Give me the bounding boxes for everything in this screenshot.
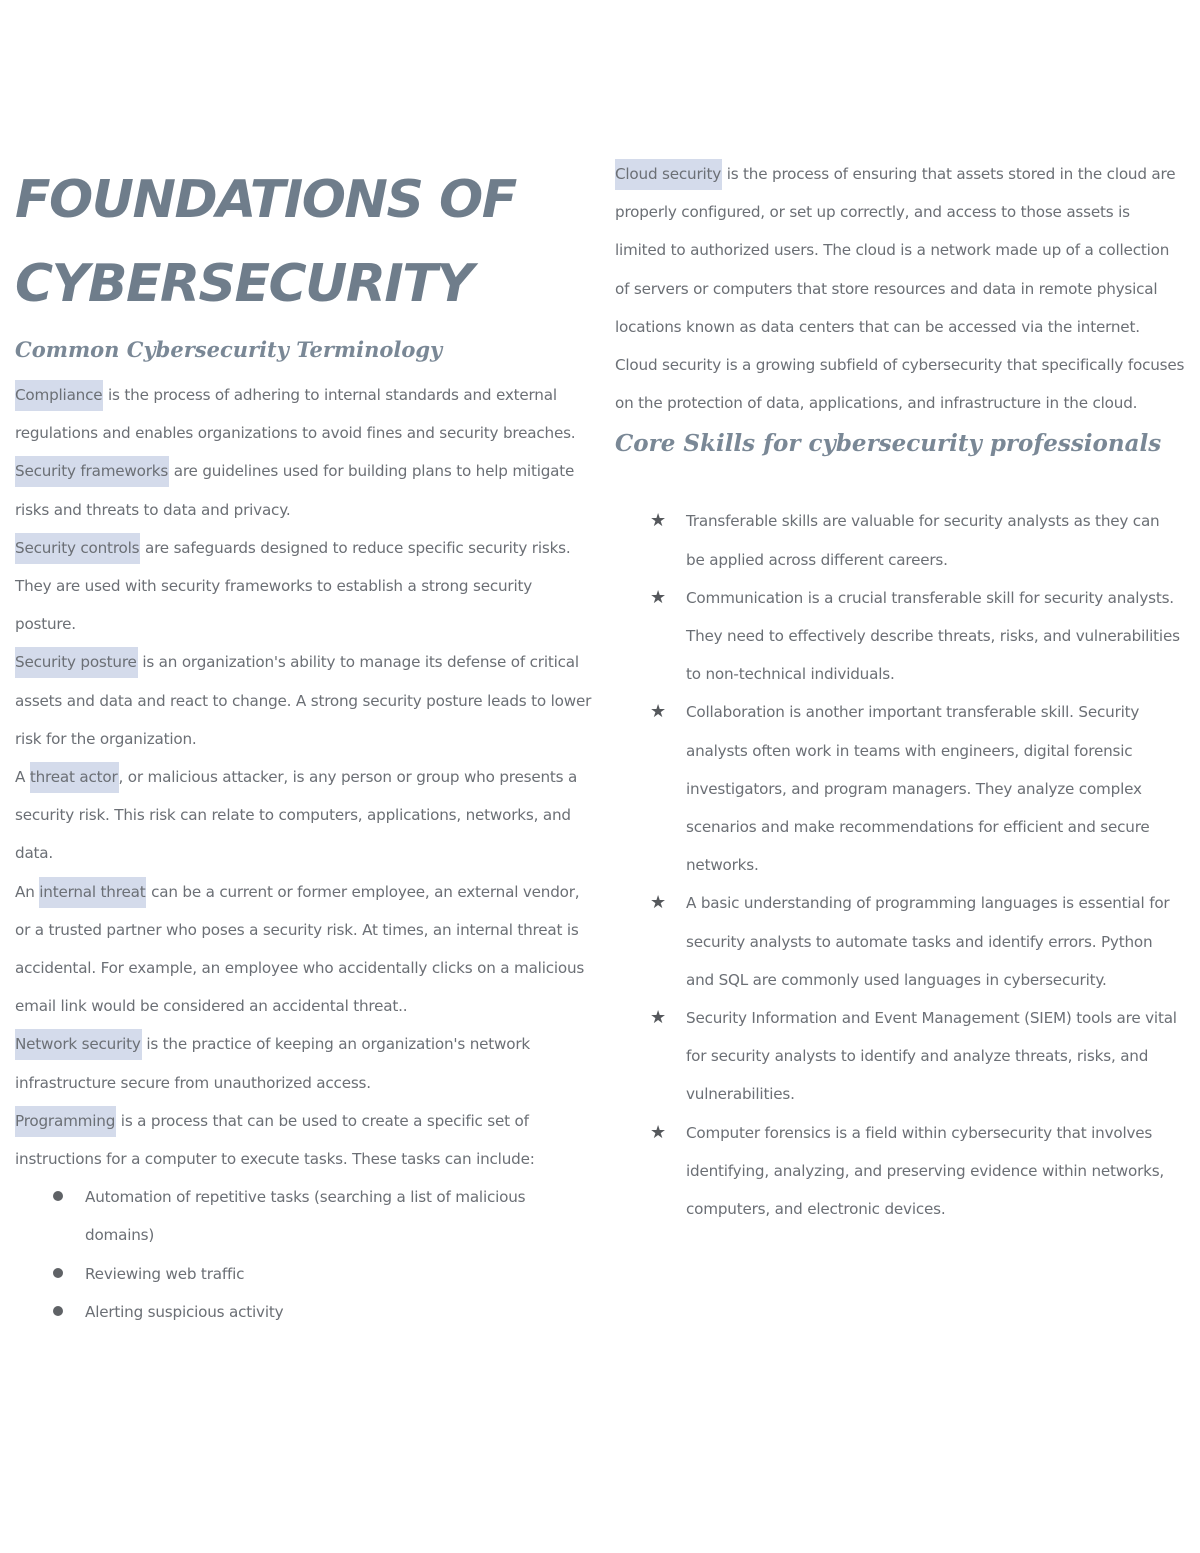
star-icon: ★ <box>650 1007 666 1029</box>
core-skills-heading: Core Skills for cybersecurity professionals <box>615 430 1162 458</box>
definition-text: is the process of adhering to internal standards and external regulations and enables organizations to avoid fines and security breaches. <box>15 386 576 443</box>
title-line-1: FOUNDATIONS OF <box>15 170 516 230</box>
definition-text: are safeguards designed to reduce specific security risks. They are used with security frameworks to establish a strong security posture. <box>15 538 571 634</box>
list-item <box>85 1293 575 1331</box>
bullet-dot-icon <box>53 1306 63 1316</box>
left-column <box>15 158 595 1331</box>
star-icon: ★ <box>650 1121 666 1143</box>
term-highlight: Network security <box>15 1029 142 1060</box>
bullet-dot-icon <box>53 1268 63 1278</box>
posture-definition <box>15 643 595 758</box>
term-highlight: Security controls <box>15 533 140 564</box>
definition-text: is the practice of keeping an organization's network infrastructure secure from unauthorized access. <box>15 1035 531 1092</box>
list-item <box>85 1178 575 1254</box>
term-highlight: internal threat <box>39 877 146 908</box>
list-item <box>650 579 1181 694</box>
list-item-text: Reviewing web traffic <box>85 1264 245 1283</box>
compliance-definition <box>15 376 595 452</box>
bullet-dot-icon <box>53 1191 63 1201</box>
term-highlight: Security posture <box>15 647 138 678</box>
list-item-text: Collaboration is another important transferable skill. Security analysts often work in teams with engineers, digital forensic investigators, and program managers. They analyze complex scenarios and make recommendations for efficient and secure networks. <box>686 703 1150 875</box>
term-highlight: Cloud security <box>615 159 722 190</box>
list-item-text: Automation of repetitive tasks (searching a list of malicious domains) <box>85 1188 526 1245</box>
list-item <box>650 884 1181 999</box>
programming-task-list <box>15 1178 595 1331</box>
right-column <box>615 155 1185 1228</box>
term-highlight: Programming <box>15 1106 116 1137</box>
list-item <box>650 693 1181 884</box>
list-item-text: Communication is a crucial transferable skill for security analysts. They need to effectively describe threats, risks, and vulnerabilities to non-technical individuals. <box>686 588 1180 684</box>
definition-text: is a process that can be used to create a specific set of instructions for a computer to execute tasks. These tasks can include: <box>15 1111 535 1169</box>
programming-definition <box>15 1102 595 1178</box>
term-highlight: Security frameworks <box>15 456 169 487</box>
list-item-text: Alerting suspicious activity <box>85 1302 284 1321</box>
term-highlight: threat actor <box>30 762 119 793</box>
frameworks-definition <box>15 452 595 528</box>
definition-prefix: An <box>15 882 40 901</box>
definition-text: can be a current or former employee, an external vendor, or a trusted partner who poses a security risk. At times, an internal threat is accidental. For example, an employee who accidentally clicks on a malicious email link would be considered an accidental threat.. <box>15 882 585 1016</box>
star-icon: ★ <box>650 586 666 608</box>
terminology-heading: Common Cybersecurity Terminology <box>15 337 443 362</box>
internal-threat-definition <box>15 873 595 1026</box>
definition-text: are guidelines used for building plans to help mitigate risks and threats to data and privacy. <box>15 462 575 519</box>
definition-prefix: A <box>15 768 30 787</box>
definition-text: , or malicious attacker, is any person or group who presents a security risk. This risk can relate to computers, applications, networks, and data. <box>15 768 578 863</box>
list-item <box>85 1255 575 1293</box>
list-item-text: Transferable skills are valuable for security analysts as they can be applied across different careers. <box>686 512 1160 569</box>
term-highlight: Compliance <box>15 380 103 411</box>
star-icon: ★ <box>650 701 666 723</box>
list-item <box>650 502 1181 578</box>
core-skills-list <box>615 502 1185 1228</box>
list-item-text: Security Information and Event Management (SIEM) tools are vital for security analysts to identify and analyze threats, risks, and vulnerabilities. <box>686 1009 1177 1104</box>
star-icon: ★ <box>650 510 666 532</box>
list-item <box>650 999 1181 1114</box>
list-item-text: A basic understanding of programming languages is essential for security analysts to automate tasks and identify errors. Python and SQL are commonly used languages in cybersecurity. <box>686 894 1170 989</box>
threat-actor-definition <box>15 758 595 873</box>
network-security-definition <box>15 1025 595 1101</box>
star-icon: ★ <box>650 892 666 914</box>
title-line-2: CYBERSECURITY <box>15 254 473 314</box>
cloud-security-definition <box>615 155 1185 422</box>
list-item <box>650 1114 1181 1229</box>
definition-text: is an organization's ability to manage its defense of critical assets and data and react to change. A strong security posture leads to lower risk for the organization. <box>15 653 592 748</box>
controls-definition <box>15 529 595 644</box>
list-item-text: Computer forensics is a field within cybersecurity that involves identifying, analyzing, and preserving evidence within networks, computers, and electronic devices. <box>686 1123 1165 1219</box>
definition-text: is the process of ensuring that assets stored in the cloud are properly configured, or set up correctly, and access to those assets is limited to authorized users. The cloud is a network made up of a collection of servers or computers that store resources and data in remote physical locations known as data centers that can be accessed via the internet. Cloud security is a growing subfield of cybersecurity that specifically focuses on the protection of data, applications, and infrastructure in the cloud. <box>615 165 1185 413</box>
page-title <box>15 158 595 326</box>
